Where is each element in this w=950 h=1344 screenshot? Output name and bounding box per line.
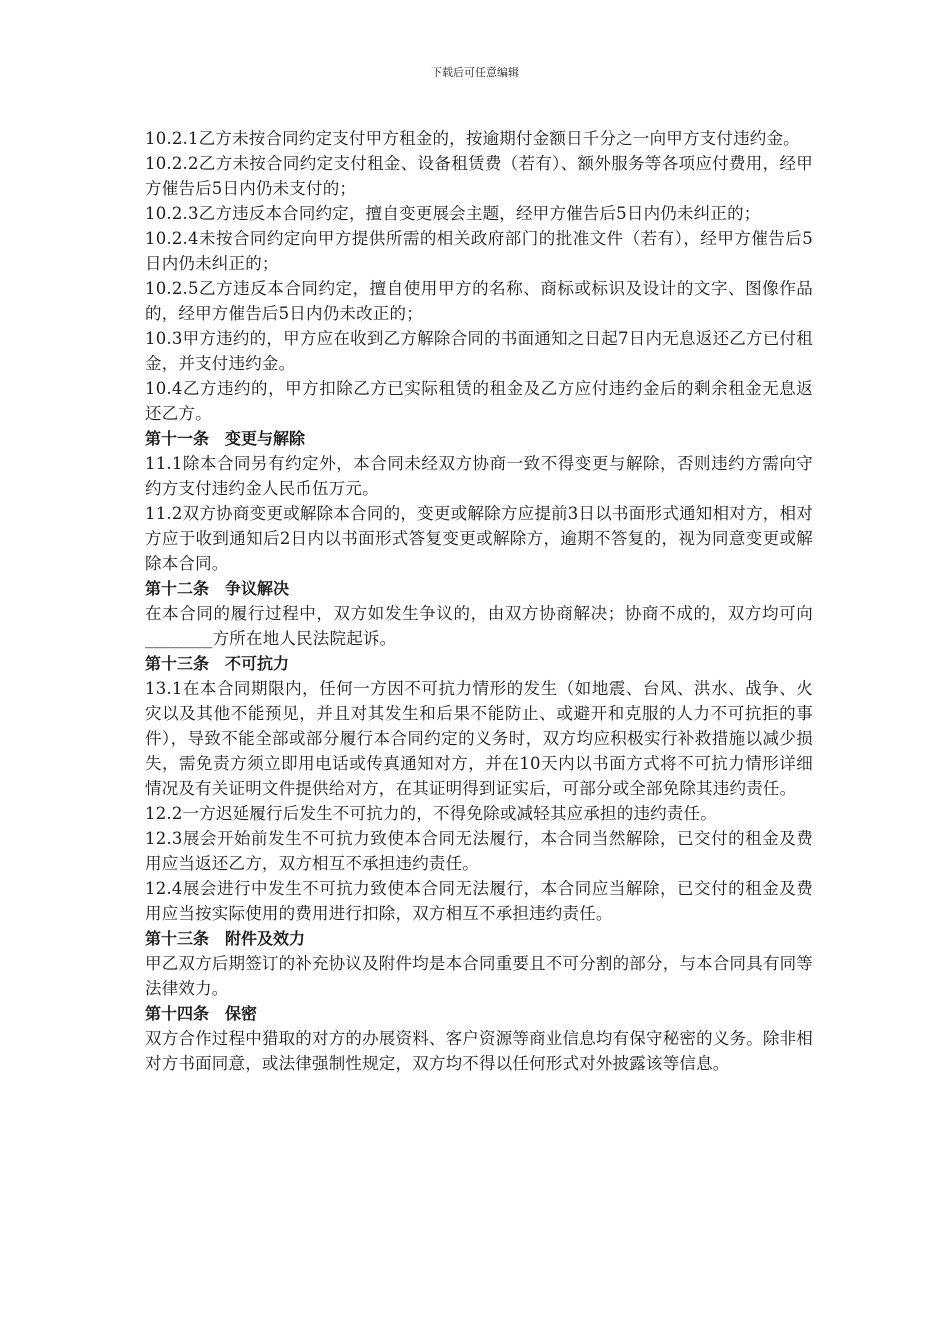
clause-11-2: 11.2双方协商变更或解除本合同的，变更或解除方应提前3日以书面形式通知相对方，相对方应于收到通知后2日内以书面形式答复变更或解除方，逾期不答复的，视为同意变更或解除本合同。 bbox=[145, 504, 813, 573]
confidentiality-text: 双方合作过程中猎取的对方的办展资料、客户资源等商业信息均有保守秘密的义务。除非相对方书面同意，或法律强制性规定，双方均不得以任何形式对外披露该等信息。 bbox=[145, 1029, 813, 1073]
clause-10-2-3: 10.2.3乙方违反本合同约定，擅自变更展会主题，经甲方催告后5日内仍未纠正的； bbox=[145, 204, 761, 223]
clause-13-1: 13.1在本合同期限内，任何一方因不可抗力情形的发生（如地震、台风、洪水、战争、火灾以及其他不能预见，并且对其发生和后果不能防止、或避开和克服的人力不可抗拒的事件），导致不能全部或部分履行本合同约定的义务时，双方均应积极实行补救措施以减少损失，需免责方须立即用电话或传真通知对方，并在10天内以书面方式将不可抗力情形详细情况及有关证明文件提供给对方，在其证明得到证实后，可部分或全部免除其违约责任。 bbox=[145, 679, 813, 798]
page-header-note: 下载后可任意编辑 bbox=[431, 66, 519, 79]
article-12-heading: 第十二条 争议解决 bbox=[145, 579, 290, 598]
clause-10-2-4: 10.2.4未按合同约定向甲方提供所需的相关政府部门的批准文件（若有），经甲方催告后5日内仍未纠正的； bbox=[145, 229, 813, 273]
clause-12-4: 12.4展会进行中发生不可抗力致使本合同无法履行，本合同应当解除，已交付的租金及费用应当按实际使用的费用进行扣除，双方相互不承担违约责任。 bbox=[145, 879, 813, 923]
clause-12-2: 12.2一方迟延履行后发生不可抗力的，不得免除或减轻其应承担的违约责任。 bbox=[145, 804, 717, 823]
article-14-heading: 第十四条 保密 bbox=[145, 1004, 258, 1023]
dispute-resolution-text: 在本合同的履行过程中，双方如发生争议的，由双方协商解决；协商不成的，双方均可向________方所在地人民法院起诉。 bbox=[145, 604, 813, 648]
clause-10-2-5: 10.2.5乙方违反本合同约定，擅自使用甲方的名称、商标或标识及设计的文字、图像作品的，经甲方催告后5日内仍未改正的； bbox=[145, 279, 813, 323]
article-13-heading: 第十三条 不可抗力 bbox=[145, 654, 290, 673]
attachments-text: 甲乙双方后期签订的补充协议及附件均是本合同重要且不可分割的部分，与本合同具有同等法律效力。 bbox=[145, 954, 813, 998]
article-attachments-heading: 第十三条 附件及效力 bbox=[145, 929, 306, 948]
clause-12-3: 12.3展会开始前发生不可抗力致使本合同无法履行，本合同当然解除，已交付的租金及费用应当返还乙方，双方相互不承担违约责任。 bbox=[145, 829, 813, 873]
clause-10-3: 10.3甲方违约的，甲方应在收到乙方解除合同的书面通知之日起7日内无息返还乙方已付租金，并支付违约金。 bbox=[145, 329, 813, 373]
clause-10-4: 10.4乙方违约的，甲方扣除乙方已实际租赁的租金及乙方应付违约金后的剩余租金无息返还乙方。 bbox=[145, 379, 813, 423]
article-11-heading: 第十一条 变更与解除 bbox=[145, 429, 306, 448]
clause-11-1: 11.1除本合同另有约定外，本合同未经双方协商一致不得变更与解除，否则违约方需向守约方支付违约金人民币伍万元。 bbox=[145, 454, 813, 498]
document-body bbox=[145, 126, 813, 1076]
clause-10-2-2: 10.2.2乙方未按合同约定支付租金、设备租赁费（若有）、额外服务等各项应付费用，经甲方催告后5日内仍未支付的； bbox=[145, 154, 813, 198]
clause-10-2-1: 10.2.1乙方未按合同约定支付甲方租金的，按逾期付金额日千分之一向甲方支付违约金。 bbox=[145, 129, 800, 148]
